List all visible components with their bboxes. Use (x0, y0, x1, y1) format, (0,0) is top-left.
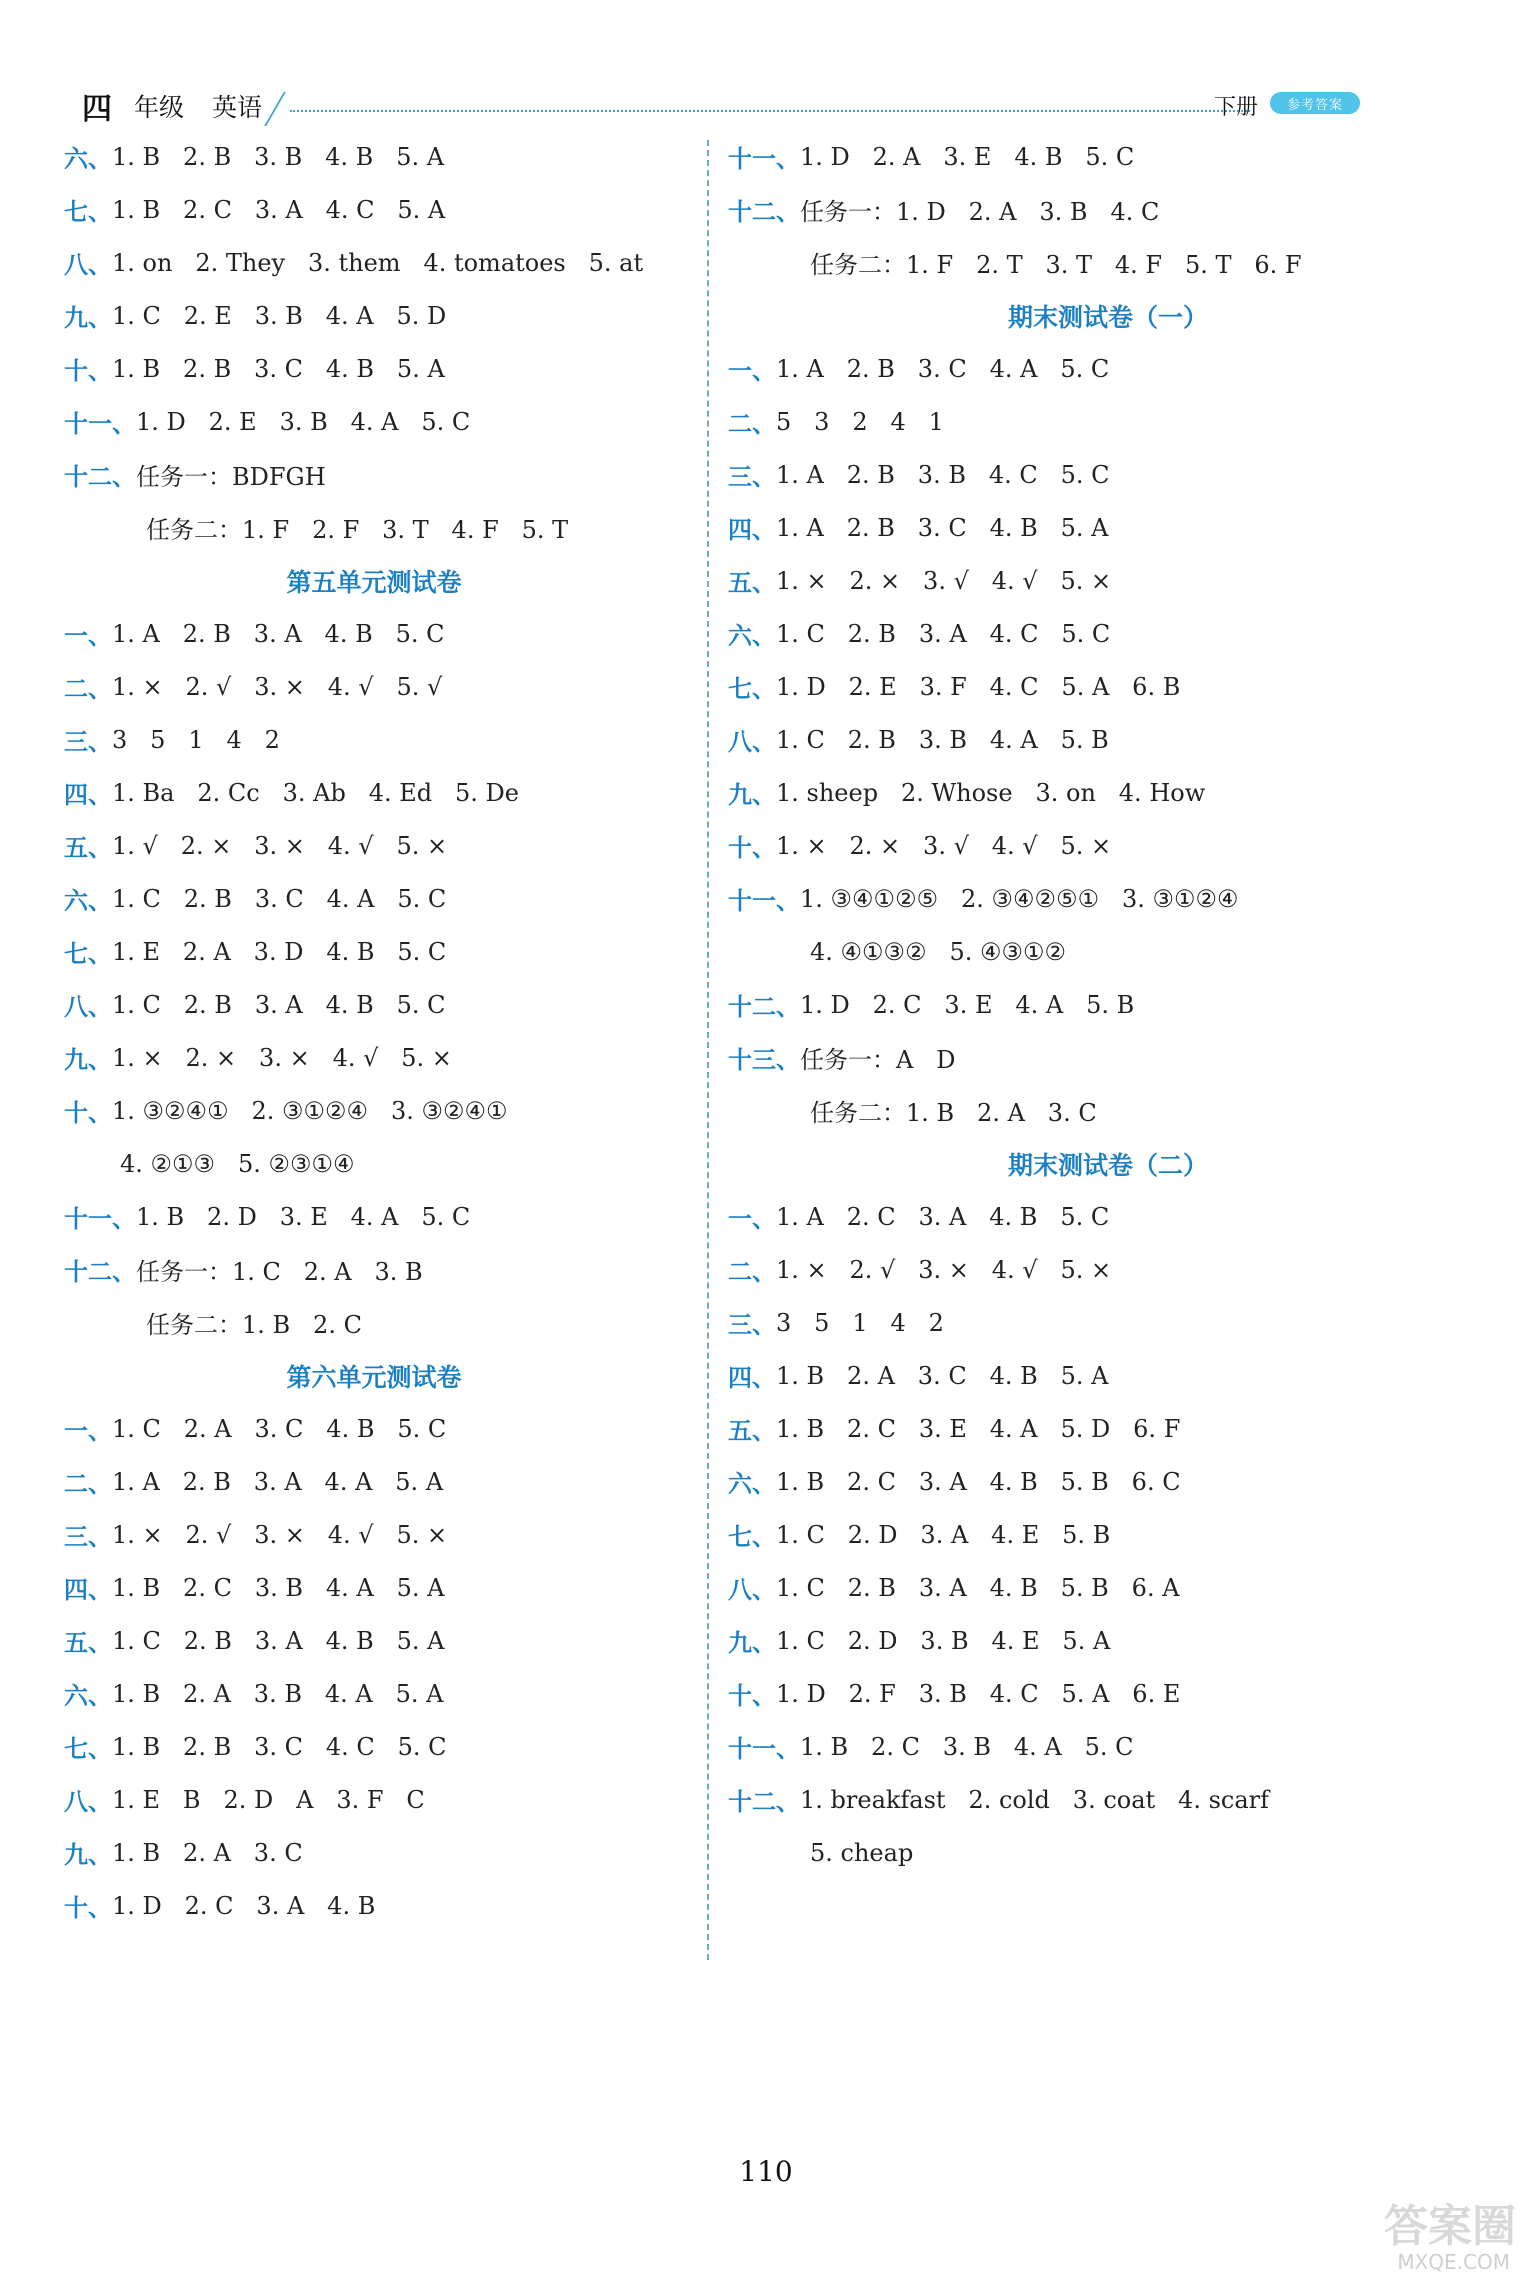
answer-row (64, 1508, 684, 1561)
answer-row (728, 1667, 1488, 1720)
answer-row (64, 1402, 684, 1455)
answer-text: 1. A 2. B 3. A 4. A 5. A (112, 1467, 444, 1496)
question-number: 十二、 (64, 463, 136, 491)
answer-text: 1. A 2. B 3. A 4. B 5. C (112, 619, 445, 648)
answer-text: 1. C 2. B 3. A 4. B 5. C (112, 990, 446, 1019)
answer-text: 1. D 2. C 3. A 4. B (112, 1891, 376, 1920)
question-number: 十一、 (728, 887, 800, 915)
answer-text: 5 3 2 4 1 (776, 407, 944, 436)
question-number: 八、 (64, 1788, 112, 1816)
question-number: 九、 (64, 1046, 112, 1074)
question-number: 一、 (64, 622, 112, 650)
answer-text: 任务二：1. B 2. C (146, 1311, 362, 1339)
answer-row (728, 1508, 1488, 1561)
answer-row (728, 1190, 1488, 1243)
question-number: 十二、 (728, 1788, 800, 1816)
answer-text: 1. C 2. D 3. B 4. E 5. A (776, 1626, 1111, 1655)
question-number: 七、 (64, 940, 112, 968)
answer-row (728, 342, 1488, 395)
answer-row (64, 819, 684, 872)
question-number: 九、 (64, 304, 112, 332)
section-title: 第五单元测试卷 (286, 567, 462, 597)
answer-text: 1. E B 2. D A 3. F C (112, 1785, 425, 1814)
answer-text: 1. A 2. B 3. C 4. A 5. C (776, 354, 1110, 383)
answer-row (728, 713, 1488, 766)
answer-row (64, 1296, 684, 1349)
answer-row (728, 183, 1488, 236)
answer-key-badge-label: 参考答案 (1286, 97, 1343, 113)
answer-text: 1. B 2. A 3. C 4. B 5. A (776, 1361, 1109, 1390)
question-number: 三、 (728, 463, 776, 491)
answer-row (64, 1137, 684, 1190)
grade-label: 年级 (134, 93, 185, 122)
answer-text: 1. on 2. They 3. them 4. tomatoes 5. at (112, 248, 644, 277)
answer-text: 1. ③④①②⑤ 2. ③④②⑤① 3. ③①②④ (800, 884, 1239, 913)
question-number: 六、 (64, 887, 112, 915)
question-number: 十三、 (728, 1046, 800, 1074)
answer-row (64, 1031, 684, 1084)
question-number: 六、 (64, 145, 112, 173)
question-number: 十、 (64, 357, 112, 385)
answer-row (728, 395, 1488, 448)
answer-row (64, 1561, 684, 1614)
question-number: 十一、 (728, 145, 800, 173)
question-number: 二、 (728, 1258, 776, 1286)
answer-row (64, 1773, 684, 1826)
answer-text: 1. × 2. √ 3. × 4. √ 5. × (112, 1520, 448, 1549)
answer-row (728, 1614, 1488, 1667)
question-number: 八、 (64, 251, 112, 279)
answer-row (728, 925, 1488, 978)
answer-row (728, 1561, 1488, 1614)
answer-text: 1. B 2. C 3. A 4. C 5. A (112, 195, 446, 224)
answer-row (64, 1190, 684, 1243)
answer-text: 1. C 2. B 3. A 4. C 5. C (776, 619, 1111, 648)
answer-row (64, 289, 684, 342)
answer-row (728, 660, 1488, 713)
answer-row (64, 501, 684, 554)
answer-row (728, 236, 1488, 289)
answer-text: 1. × 2. × 3. √ 4. √ 5. × (776, 831, 1112, 860)
answer-text: 1. B 2. C 3. E 4. A 5. D 6. F (776, 1414, 1181, 1443)
left-answer-column (64, 130, 684, 1932)
answer-text: 1. C 2. A 3. C 4. B 5. C (112, 1414, 447, 1443)
question-number: 十一、 (64, 1205, 136, 1233)
answer-row (64, 1826, 684, 1879)
answer-text: 1. C 2. B 3. A 4. B 5. A (112, 1626, 445, 1655)
question-number: 六、 (728, 622, 776, 650)
answer-row (64, 130, 684, 183)
answer-row (728, 1773, 1488, 1826)
answer-row (64, 1084, 684, 1137)
answer-row (728, 1296, 1488, 1349)
answer-row (728, 1455, 1488, 1508)
answer-text: 1. B 2. B 3. C 4. B 5. A (112, 354, 445, 383)
answer-text: 1. D 2. E 3. F 4. C 5. A 6. B (776, 672, 1181, 701)
answer-text: 1. × 2. √ 3. × 4. √ 5. × (776, 1255, 1112, 1284)
answer-row (728, 1402, 1488, 1455)
answer-text: 1. B 2. A 3. B 4. A 5. A (112, 1679, 444, 1708)
answer-row (728, 1349, 1488, 1402)
answer-text: 1. √ 2. × 3. × 4. √ 5. × (112, 831, 448, 860)
answer-row (64, 925, 684, 978)
answer-text: 4. ④①③② 5. ④③①② (810, 937, 1067, 966)
answer-text: 1. B 2. C 3. B 4. A 5. A (112, 1573, 445, 1602)
question-number: 九、 (728, 1629, 776, 1657)
answer-text: 1. A 2. B 3. C 4. B 5. A (776, 513, 1109, 542)
answer-text: 1. B 2. A 3. C (112, 1838, 303, 1867)
answer-text: 1. B 2. B 3. B 4. B 5. A (112, 142, 445, 171)
question-number: 六、 (64, 1682, 112, 1710)
question-number: 十、 (728, 1682, 776, 1710)
question-number: 九、 (64, 1841, 112, 1869)
answer-row (64, 607, 684, 660)
answer-row (728, 130, 1488, 183)
question-number: 七、 (64, 198, 112, 226)
answer-row (728, 819, 1488, 872)
question-number: 三、 (64, 1523, 112, 1551)
question-number: 五、 (64, 834, 112, 862)
answer-text: 5. cheap (810, 1838, 914, 1867)
answer-row (728, 872, 1488, 925)
question-number: 十二、 (728, 993, 800, 1021)
answer-row (64, 1879, 684, 1932)
answer-row (728, 448, 1488, 501)
answer-row (728, 1084, 1488, 1137)
column-divider (707, 140, 709, 1960)
answer-text: 1. ③②④① 2. ③①②④ 3. ③②④① (112, 1096, 508, 1125)
answer-text: 1. Ba 2. Cc 3. Ab 4. Ed 5. De (112, 778, 519, 807)
grade-number: 四 (82, 92, 112, 127)
answer-text: 1. D 2. E 3. B 4. A 5. C (136, 407, 471, 436)
answer-text: 任务二：1. F 2. F 3. T 4. F 5. T (146, 516, 569, 544)
answer-row (728, 554, 1488, 607)
question-number: 十一、 (64, 410, 136, 438)
answer-text: 1. A 2. B 3. B 4. C 5. C (776, 460, 1110, 489)
answer-row (64, 1667, 684, 1720)
answer-text: 1. B 2. C 3. A 4. B 5. B 6. C (776, 1467, 1181, 1496)
answer-text: 1. B 2. D 3. E 4. A 5. C (136, 1202, 471, 1231)
question-number: 十、 (64, 1099, 112, 1127)
answer-row (728, 607, 1488, 660)
question-number: 十二、 (64, 1258, 136, 1286)
answer-text: 1. × 2. × 3. × 4. √ 5. × (112, 1043, 452, 1072)
answer-row (728, 1826, 1488, 1879)
answer-text: 1. sheep 2. Whose 3. on 4. How (776, 778, 1206, 807)
answer-row (64, 1614, 684, 1667)
answer-text: 任务二：1. B 2. A 3. C (810, 1099, 1097, 1127)
answer-row (728, 501, 1488, 554)
answer-row (728, 978, 1488, 1031)
section-title: 期末测试卷（二） (1007, 1150, 1208, 1180)
answer-row (64, 1243, 684, 1296)
question-number: 八、 (64, 993, 112, 1021)
answer-text: 3 5 1 4 2 (776, 1308, 944, 1337)
answer-text: 任务一：1. C 2. A 3. B (136, 1258, 423, 1286)
question-number: 九、 (728, 781, 776, 809)
volume-label: 下册 (1214, 95, 1259, 120)
section-title: 期末测试卷（一） (1007, 302, 1208, 332)
question-number: 十、 (728, 834, 776, 862)
answer-row (64, 183, 684, 236)
answer-row (64, 660, 684, 713)
header-dotted-line (290, 110, 1250, 112)
right-answer-column (728, 130, 1488, 1879)
answer-text: 1. E 2. A 3. D 4. B 5. C (112, 937, 447, 966)
question-number: 五、 (728, 1417, 776, 1445)
question-number: 二、 (64, 675, 112, 703)
answer-row (64, 766, 684, 819)
answer-text: 1. A 2. C 3. A 4. B 5. C (776, 1202, 1110, 1231)
answer-row (64, 713, 684, 766)
answer-text: 1. B 2. C 3. B 4. A 5. C (800, 1732, 1134, 1761)
page-number: 110 (739, 2155, 793, 2188)
answer-text: 1. D 2. C 3. E 4. A 5. B (800, 990, 1135, 1019)
answer-text: 3 5 1 4 2 (112, 725, 280, 754)
answer-row (728, 1031, 1488, 1084)
page-header (72, 82, 1372, 132)
question-number: 四、 (64, 781, 112, 809)
question-number: 十二、 (728, 198, 800, 226)
question-number: 八、 (728, 728, 776, 756)
question-number: 七、 (728, 675, 776, 703)
question-number: 十、 (64, 1894, 112, 1922)
answer-row (728, 1243, 1488, 1296)
answer-text: 1. C 2. B 3. C 4. A 5. C (112, 884, 447, 913)
question-number: 一、 (728, 357, 776, 385)
answer-text: 4. ②①③ 5. ②③①④ (120, 1149, 355, 1178)
answer-text: 1. breakfast 2. cold 3. coat 4. scarf (800, 1785, 1270, 1814)
answer-text: 1. C 2. B 3. B 4. A 5. B (776, 725, 1109, 754)
answer-text: 1. × 2. √ 3. × 4. √ 5. √ (112, 672, 443, 701)
answer-text: 任务二：1. F 2. T 3. T 4. F 5. T 6. F (810, 251, 1302, 279)
answer-row (64, 342, 684, 395)
question-number: 五、 (64, 1629, 112, 1657)
answer-text: 任务一：1. D 2. A 3. B 4. C (800, 198, 1160, 226)
answer-row (64, 1455, 684, 1508)
question-number: 四、 (728, 1364, 776, 1392)
answer-key-badge (1270, 92, 1360, 114)
answer-row (64, 1720, 684, 1773)
question-number: 三、 (728, 1311, 776, 1339)
question-number: 四、 (728, 516, 776, 544)
answer-text: 1. × 2. × 3. √ 4. √ 5. × (776, 566, 1112, 595)
question-number: 一、 (64, 1417, 112, 1445)
question-number: 六、 (728, 1470, 776, 1498)
answer-row (64, 448, 684, 501)
question-number: 一、 (728, 1205, 776, 1233)
question-number: 二、 (64, 1470, 112, 1498)
answer-row (64, 236, 684, 289)
question-number: 十一、 (728, 1735, 800, 1763)
answer-text: 1. C 2. B 3. A 4. B 5. B 6. A (776, 1573, 1180, 1602)
answer-text: 1. D 2. A 3. E 4. B 5. C (800, 142, 1135, 171)
answer-text: 1. C 2. D 3. A 4. E 5. B (776, 1520, 1111, 1549)
question-number: 五、 (728, 569, 776, 597)
watermark-logo-text: 答案圈 (1384, 2201, 1516, 2252)
question-number: 三、 (64, 728, 112, 756)
answer-row (64, 872, 684, 925)
watermark-url: MXQE.COM (1397, 2250, 1510, 2274)
question-number: 七、 (728, 1523, 776, 1551)
subject-label: 英语 (212, 93, 263, 122)
section-title: 第六单元测试卷 (286, 1362, 462, 1392)
answer-row (728, 766, 1488, 819)
answer-text: 1. B 2. B 3. C 4. C 5. C (112, 1732, 447, 1761)
answer-text: 任务一：BDFGH (136, 463, 326, 491)
answer-row (64, 978, 684, 1031)
answer-text: 1. D 2. F 3. B 4. C 5. A 6. E (776, 1679, 1181, 1708)
question-number: 七、 (64, 1735, 112, 1763)
answer-text: 1. C 2. E 3. B 4. A 5. D (112, 301, 447, 330)
answer-text: 任务一：A D (800, 1046, 956, 1074)
question-number: 八、 (728, 1576, 776, 1604)
answer-row (64, 395, 684, 448)
answer-row (728, 1720, 1488, 1773)
question-number: 四、 (64, 1576, 112, 1604)
question-number: 二、 (728, 410, 776, 438)
site-watermark (1326, 2190, 1516, 2280)
header-slash (264, 92, 286, 126)
